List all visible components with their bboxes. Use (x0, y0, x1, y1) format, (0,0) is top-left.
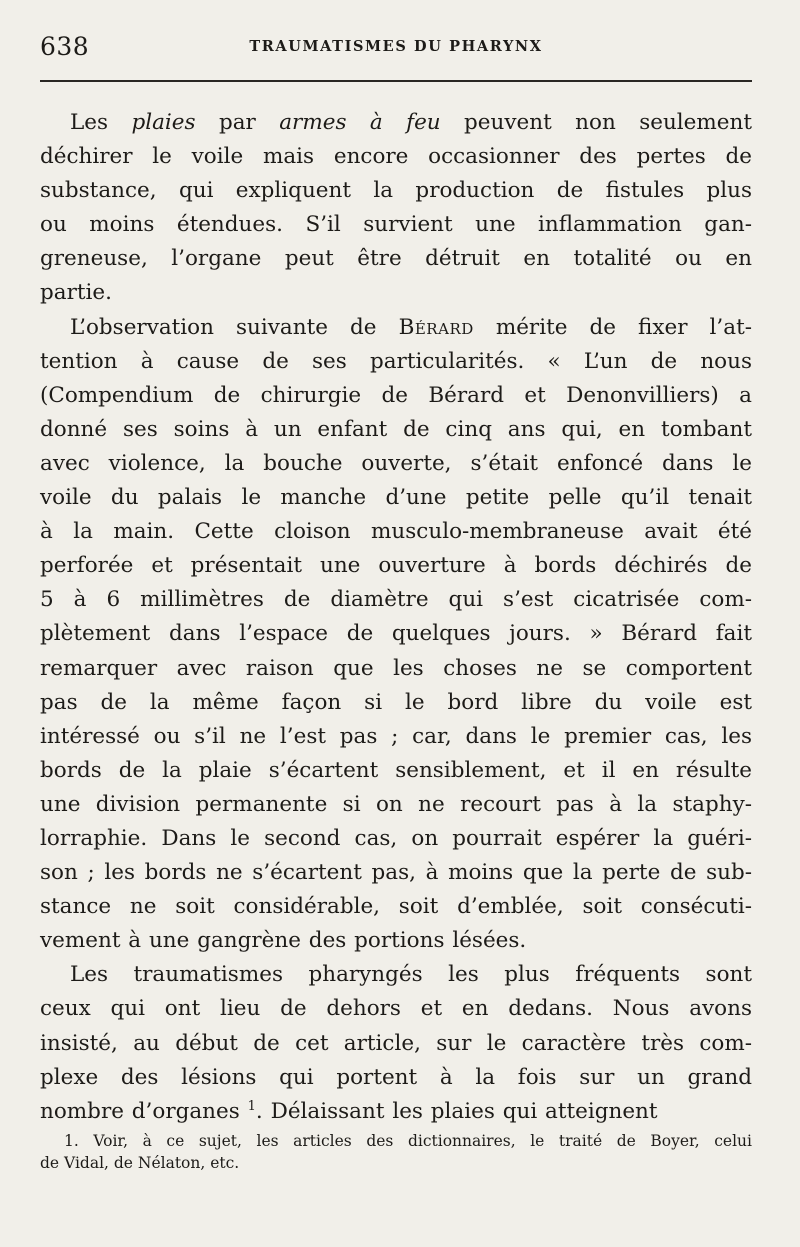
text-run: ceux qui ont lieu de dehors et en dedans. Nous avons (40, 996, 752, 1022)
text-line (40, 720, 752, 754)
text-line (40, 617, 752, 651)
text-run: insisté, au début de cet article, sur le caractère très com- (40, 1030, 752, 1056)
text-run: partie. (40, 280, 112, 306)
text-line (40, 652, 752, 686)
text-line (40, 856, 752, 890)
page-number: 638 (40, 32, 90, 61)
text-run: Les (70, 110, 132, 135)
text-run: avec violence, la bouche ouverte, s’était enfoncé dans le (40, 450, 752, 476)
text-line (40, 276, 752, 310)
text-line (40, 447, 752, 481)
text-run: mérite de fixer l’at- (473, 314, 752, 340)
italic-term: armes à feu (279, 110, 441, 135)
text-line (40, 583, 752, 617)
text-line (40, 1061, 752, 1095)
text-line (40, 379, 752, 413)
text-run: son ; les bords ne s’écartent pas, à moins que la perte de sub- (40, 860, 752, 886)
text-line (40, 242, 752, 276)
text-run: tention à cause de ses particularités. « L’un de nous (40, 348, 752, 374)
paragraph (40, 311, 752, 959)
footnote-line: de Vidal, de Nélaton, etc. (40, 1154, 240, 1172)
text-run: nombre d’organes (40, 1098, 248, 1124)
text-line (40, 992, 752, 1026)
text-run: peuvent non seulement (440, 110, 752, 135)
text-line (40, 788, 752, 822)
text-line (40, 106, 752, 140)
text-line (40, 208, 752, 242)
text-line (40, 174, 752, 208)
paragraph (40, 106, 752, 311)
text-run: remarquer avec raison que les choses ne se comportent (40, 655, 752, 681)
text-run: plexe des lésions qui portent à la fois sur un grand (40, 1064, 752, 1090)
text-line (40, 686, 752, 720)
text-line (40, 754, 752, 788)
text-run: pas de la même façon si le bord libre du voile est (40, 689, 752, 715)
text-run: par (195, 110, 280, 135)
text-run: vement à une gangrène des portions lésées. (40, 928, 527, 954)
running-title: TRAUMATISMES DU PHARYNX (249, 38, 543, 55)
text-run: bords de la plaie s’écartent sensiblement, et il en résulte (40, 757, 752, 783)
text-run: à la main. Cette cloison musculo-membraneuse avait été (40, 519, 752, 545)
text-line (40, 481, 752, 515)
text-line (40, 311, 752, 345)
text-run: (Compendium de chirurgie de Bérard et Denonvilliers) a (40, 382, 752, 408)
italic-term: plaies (131, 110, 196, 135)
text-line (40, 413, 752, 447)
text-run: greneuse, l’organe peut être détruit en totalité ou en (40, 246, 752, 272)
text-line (40, 515, 752, 549)
text-run: donné ses soins à un enfant de cinq ans qui, en tombant (40, 416, 752, 442)
footnote-line: 1. Voir, à ce sujet, les articles des dictionnaires, le traité de Boyer, celui (64, 1132, 752, 1150)
text-run: plètement dans l’espace de quelques jours. » Bérard fait (40, 621, 752, 647)
text-run: . Délaissant les plaies qui atteignent (255, 1098, 658, 1124)
text-run: lorraphie. Dans le second cas, on pourrait espérer la guéri- (40, 825, 752, 851)
text-line (40, 1095, 752, 1129)
text-run: Les traumatismes pharyngés les plus fréquents sont (70, 962, 752, 988)
text-run: stance ne soit considérable, soit d’emblée, soit consécuti- (40, 894, 752, 920)
text-run: voile du palais le manche d’une petite pelle qu’il tenait (40, 485, 752, 511)
text-line (40, 1027, 752, 1061)
text-run: substance, qui expliquent la production de fistules plus (40, 178, 752, 204)
text-line (40, 822, 752, 856)
text-line (40, 345, 752, 379)
text-run: perforée et présentait une ouverture à bords déchirés de (40, 553, 752, 579)
footnotes (40, 1130, 752, 1174)
text-line (40, 890, 752, 924)
text-run: intéressé ou s’il ne l’est pas ; car, dans le premier cas, les (40, 723, 752, 749)
text-run: L’observation suivante de (70, 314, 399, 340)
text-line (40, 549, 752, 583)
text-run: déchirer le voile mais encore occasionner des pertes de (40, 144, 752, 170)
header-rule (40, 80, 752, 82)
text-line (40, 140, 752, 174)
paragraph (40, 958, 752, 1128)
text-run: une division permanente si on ne recourt pas à la staphy- (40, 791, 752, 817)
author-name: Bérard (398, 314, 474, 340)
text-line (40, 958, 752, 992)
footnote-ref: 1 (247, 1098, 256, 1114)
text-run: ou moins étendues. S’il survient une inflammation gan- (40, 212, 752, 238)
page-header (40, 28, 752, 68)
text-run: 5 à 6 millimètres de diamètre qui s’est cicatrisée com- (40, 587, 752, 613)
text-line (40, 924, 752, 958)
body-text (40, 106, 752, 1129)
